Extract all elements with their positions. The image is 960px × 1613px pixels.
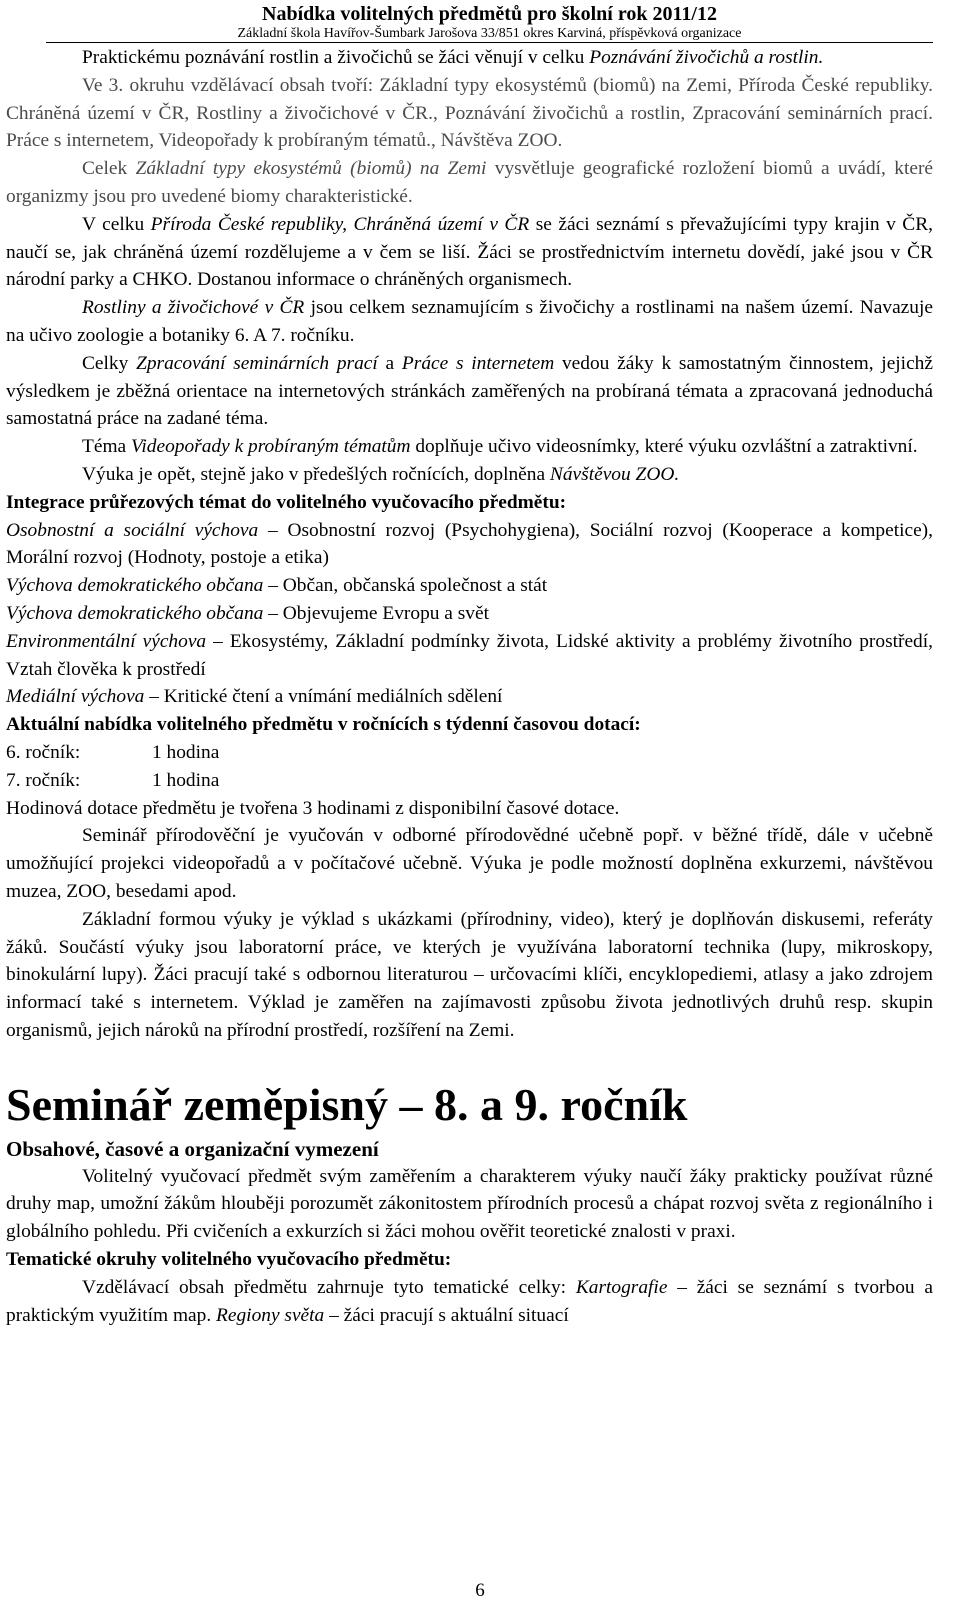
integration-item: Osobnostní a sociální výchova – Osobnostní rozvoj (Psychohygiena), Sociální rozvoj (Kooperace a kompetice), Morální rozvoj (Hodnoty, postoje a etika) [6, 519, 933, 569]
paragraph: Vzdělávací obsah předmětu zahrnuje tyto tematické celky: Kartografie – žáci se seznámí s tvorbou a praktickým využitím map. Regiony světa – žáci pracují s aktuální situací [6, 1276, 933, 1326]
paragraph: Základní formou výuky je výklad s ukázkami (přírodniny, video), který je doplňován diskusemi, referáty žáků. Součástí výuky jsou laboratorní práce, ve kterých je využívána laboratorní technika (lupy, mikroskopy, binokulární lupy). Žáci pracují také s odbornou literaturou – určovacími klíči, encyklopediemi, atlasy a jako zdrojem informací také s internetem. Výklad je zaměřen na zajímavosti způsobu života jednotlivých druhů resp. skupin organismů, jejich nároků na přírodní prostředí, rozšíření na Zemi. [6, 908, 933, 1041]
section-title: Seminář zeměpisný – 8. a 9. ročník [6, 1078, 688, 1130]
paragraph: Celek Základní typy ekosystémů (biomů) na Zemi vysvětluje geografické rozložení biomů a uvádí, které organizmy jsou pro uvedené biomy charakteristické. [6, 158, 934, 207]
paragraph: Rostliny a živočichové v ČR jsou celkem seznamujícím s živočichy a rostlinami na našem území. Navazuje na učivo zoologie a botaniky 6. A 7. ročníku. [6, 297, 933, 346]
paragraph: Výuka je opět, stejně jako v předešlých ročnících, doplněna Návštěvou ZOO. [82, 463, 680, 485]
header-title: Nabídka volitelných předmětů pro školní rok 2011/12 [262, 3, 717, 25]
integration-heading: Integrace průřezových témat do volitelného vyučovacího předmětu: [6, 491, 567, 513]
paragraph: V celku Příroda České republiky, Chráněná území v ČR se žáci seznámí s převažujícími typy krajin v ČR, naučí se, jak chráněná území rozdělujeme a v čem se liší. Žáci se prostřednictvím internetu dovědí, jaké jsou v ČR národní parky a CHKO. Dostanou informace o chráněných organismech. [6, 213, 933, 291]
paragraph: Hodinová dotace předmětu je tvořena 3 hodinami z disponibilní časové dotace. [6, 797, 620, 819]
integration-item: Mediální výchova – Kritické čtení a vnímání mediálních sdělení [6, 686, 503, 708]
page-number: 6 [475, 1580, 485, 1601]
grade-row: 7. ročník: 1 hodina [6, 769, 220, 791]
paragraph: Téma Videopořady k probíraným tématům doplňuje učivo videosnímky, které výuku ozvláštní a zatraktivní. [82, 436, 918, 458]
header-school: Základní škola Havířov-Šumbark Jarošova 33/851 okres Karviná, příspěvková organizace [46, 25, 933, 43]
paragraph: Praktickému poznávání rostlin a živočichů se žáci věnují v celku Poznávání živočichů a rostlin. [82, 47, 824, 68]
integration-item: Environmentální výchova – Ekosystémy, Základní podmínky života, Lidské aktivity a problémy životního prostředí, Vztah člověka k prostředí [6, 630, 933, 680]
integration-item: Výchova demokratického občana – Občan, občanská společnost a stát [6, 575, 548, 597]
offer-heading: Aktuální nabídka volitelného předmětu v ročnících s týdenní časovou dotací: [6, 714, 641, 736]
paragraph: Ve 3. okruhu vzdělávací obsah tvoří: Základní typy ekosystémů (biomů) na Zemi, Příroda České republiky. Chráněná území v ČR, Rostliny a živočichové v ČR., Poznávání živočichů a rostlin, Zpracování seminárních prací. Práce s internetem, Videopořady k probíraným tématů., Návštěva ZOO. [6, 74, 933, 152]
section-subheading: Tematické okruhy volitelného vyučovacího předmětu: [6, 1249, 452, 1271]
grade-row: 6. ročník: 1 hodina [6, 741, 220, 763]
paragraph: Celky Zpracování seminárních prací a Práce s internetem vedou žáky k samostatným činnostem, jejichž výsledkem je zběžná orientace na internetových stránkách zaměřených na probíraná témata a zpracovaná jednoduchá samostatná práce na zadané téma. [6, 352, 933, 430]
paragraph: Volitelný vyučovací předmět svým zaměřením a charakterem výuky naučí žáky prakticky používat různé druhy map, umožní žákům hlouběji porozumět zákonitostem přírodních procesů a chápat rozvoj světa z regionálního i globálního pohledu. Při cvičeních a exkurzích si žáci mohou ověřit teoretické znalosti v praxi. [6, 1165, 933, 1243]
paragraph: Seminář přírodověční je vyučován v odborné přírodovědné učebně popř. v běžné třídě, dále v učebně umožňující projekci videopořadů a v počítačové učebně. Výuka je podle možností doplněna exkurzemi, návštěvou muzea, ZOO, besedami apod. [6, 825, 933, 902]
section-subheading: Obsahové, časové a organizační vymezení [6, 1136, 379, 1161]
integration-item: Výchova demokratického občana – Objevujeme Evropu a svět [6, 602, 489, 624]
